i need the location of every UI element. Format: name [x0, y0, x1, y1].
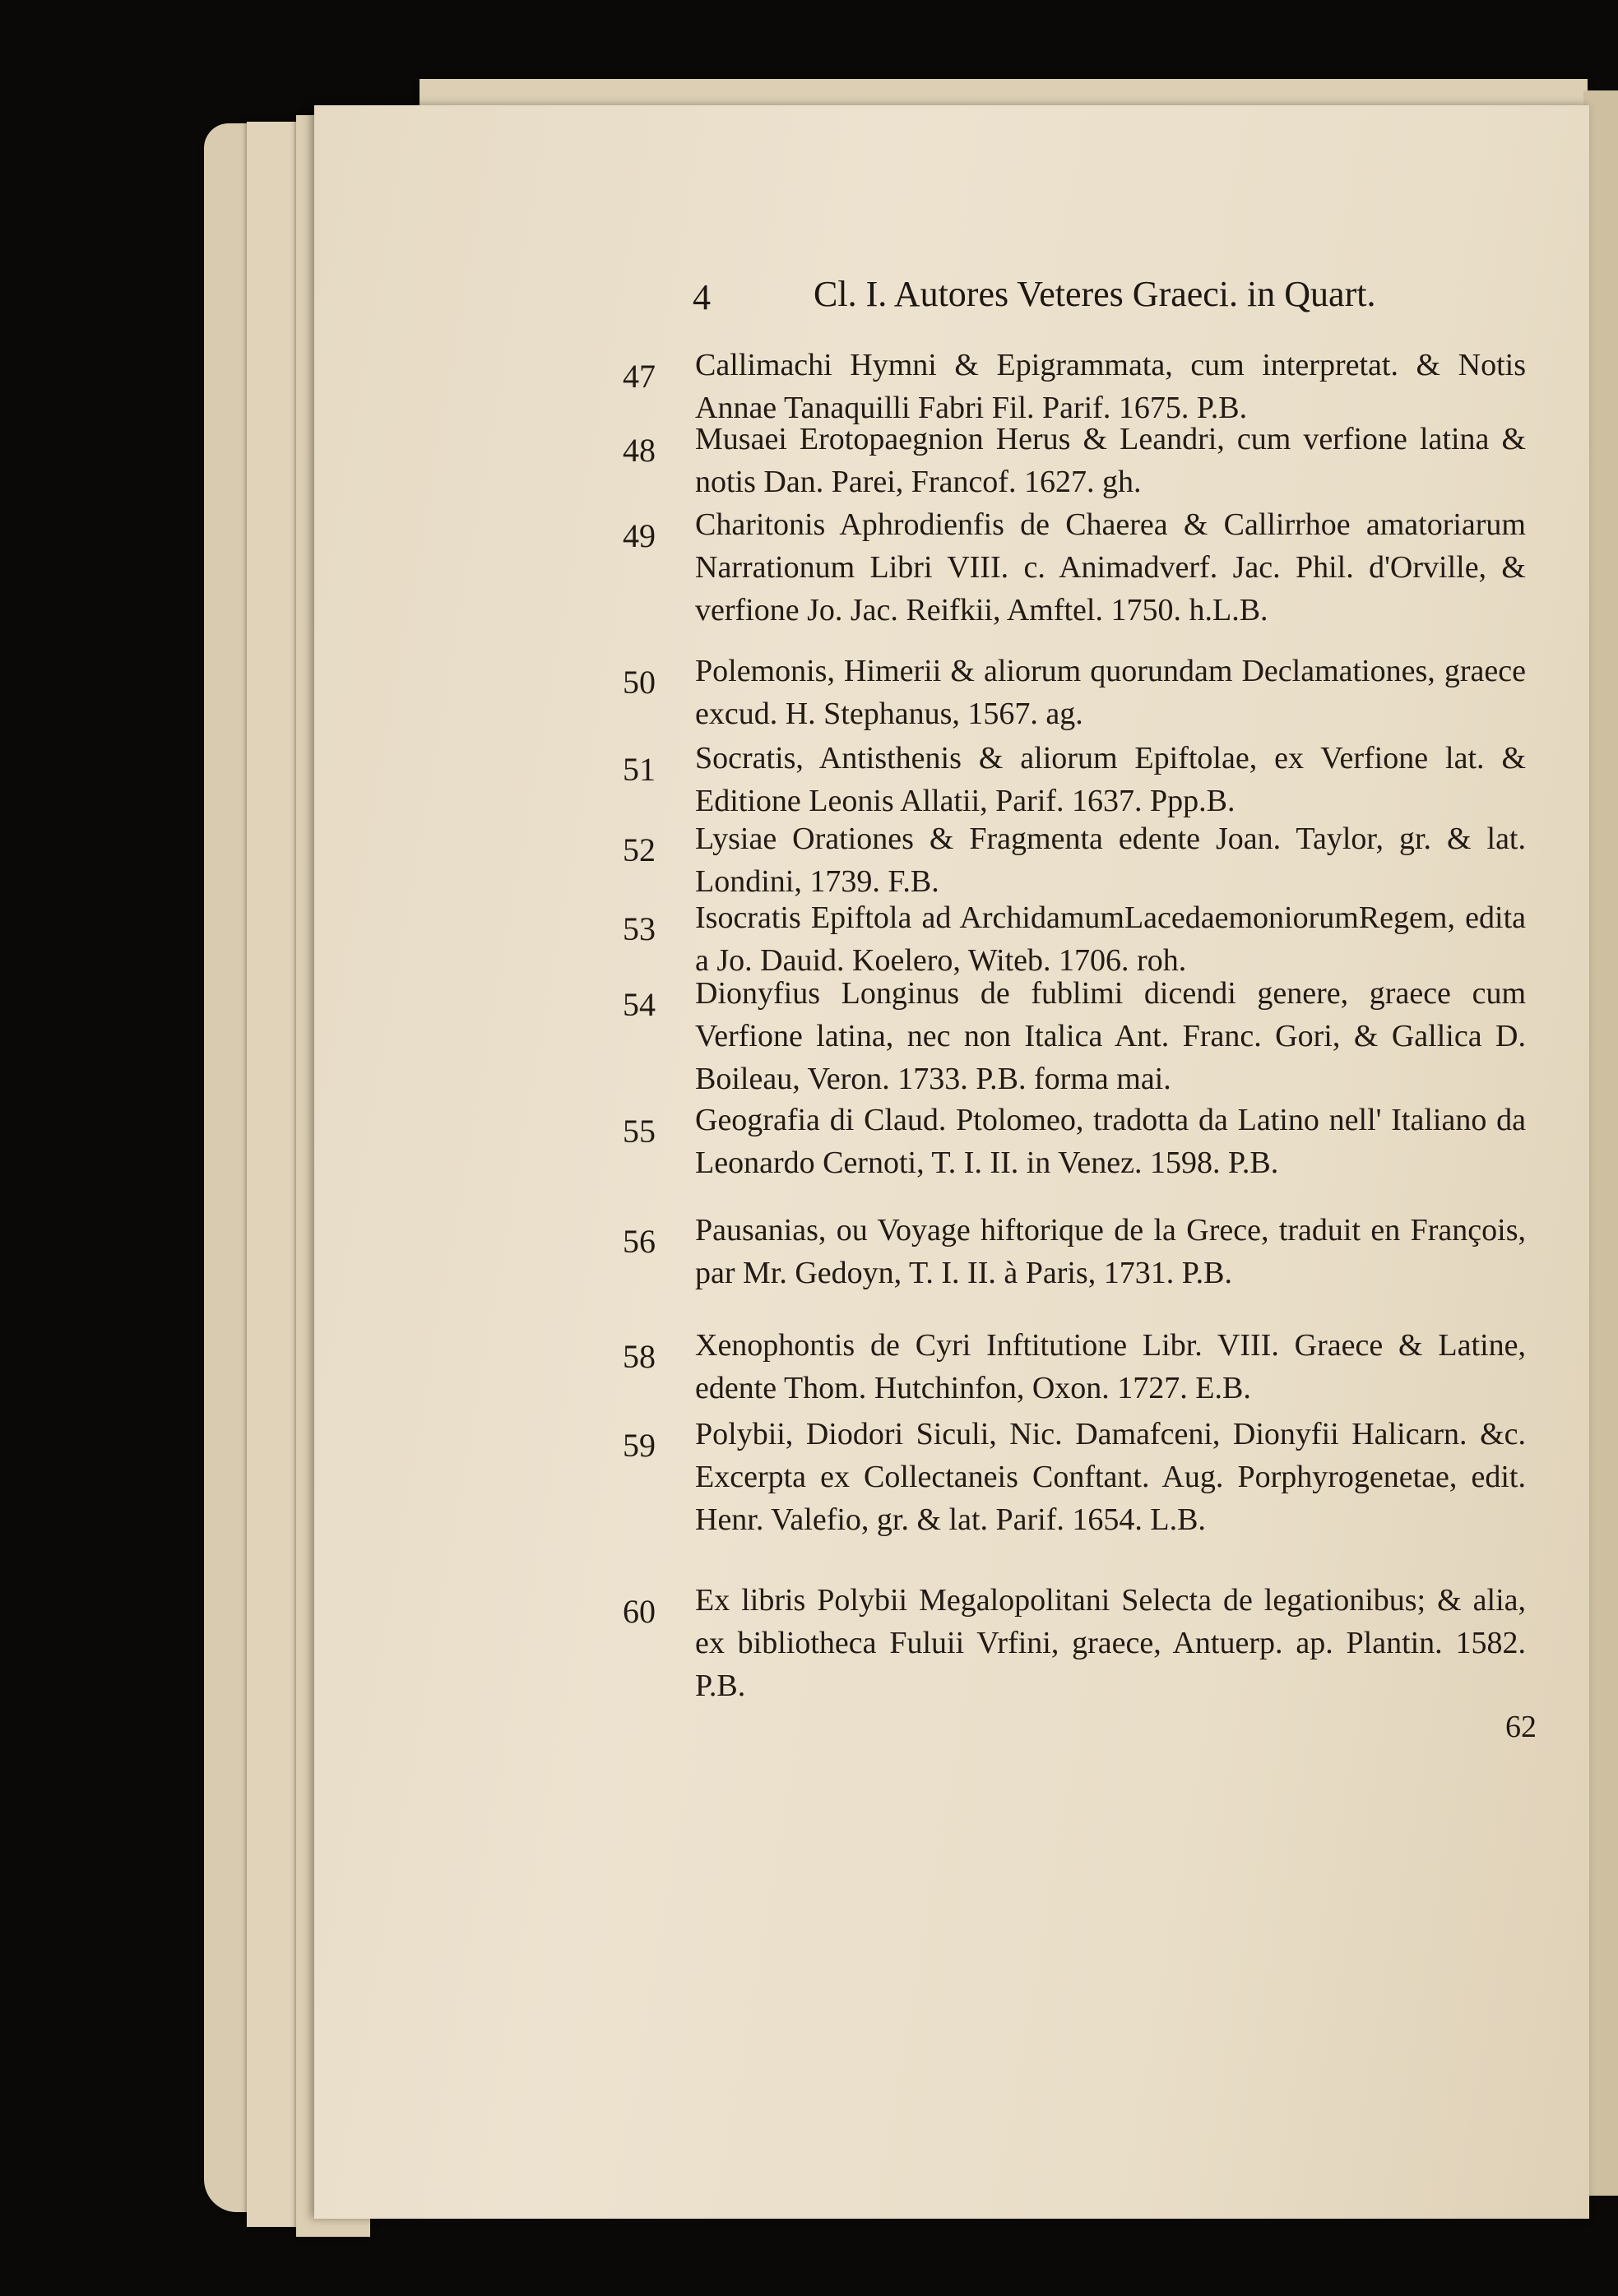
- entry-number: 53: [623, 910, 656, 947]
- entry-number: 55: [623, 1113, 656, 1150]
- entry-number: 50: [623, 664, 656, 701]
- catalog-entry: [623, 344, 1526, 429]
- catalog-entry: [623, 650, 1526, 735]
- entry-number: 58: [623, 1338, 656, 1375]
- entry-number: 56: [623, 1223, 656, 1260]
- entry-number: 47: [623, 358, 656, 395]
- entry-text: Lysiae Orationes & Fragmenta edente Joan. Taylor, gr. & lat. Londini, 1739. F.B.: [695, 822, 1526, 899]
- entry-text: Musaei Erotopaegnion Herus & Leandri, cum verfione latina & notis Dan. Parei, Francof. 1627. gh.: [695, 422, 1526, 499]
- catalog-entry: [623, 972, 1526, 1100]
- catalog-entry: [623, 1099, 1526, 1184]
- catalog-entry: [623, 1324, 1526, 1410]
- catalog-entry: [623, 503, 1526, 632]
- entry-text: Isocratis Epiftola ad ArchidamumLacedaemoniorumRegem, edita a Jo. Dauid. Koelero, Witeb. 1706. roh.: [695, 900, 1526, 978]
- entry-text: Polemonis, Himerii & aliorum quorundam Declamationes, graece excud. H. Stephanus, 1567. ag.: [695, 654, 1526, 731]
- entry-text: Callimachi Hymni & Epigrammata, cum interpretat. & Notis Annae Tanaquilli Fabri Fil. Parif. 1675. P.B.: [695, 348, 1526, 425]
- entry-text: Xenophontis de Cyri Inftitutione Libr. VIII. Graece & Latine, edente Thom. Hutchinfon, Oxon. 1727. E.B.: [695, 1328, 1526, 1405]
- catalog-entry: [623, 737, 1526, 822]
- catalog-entry: [623, 817, 1526, 903]
- entry-text: Charitonis Aphrodienfis de Chaerea & Callirrhoe amatoriarum Narrationum Libri VIII. c. Animadverf. Jac. Phil. d'Orville, & verfione Jo. Jac. Reifkii, Amftel. 1750. h.L.B.: [695, 507, 1526, 627]
- entry-number: 54: [623, 986, 656, 1023]
- entry-text: Pausanias, ou Voyage hiftorique de la Grece, traduit en François, par Mr. Gedoyn, T. I. II. à Paris, 1731. P.B.: [695, 1213, 1526, 1290]
- entry-text: Dionyfius Longinus de fublimi dicendi genere, graece cum Verfione latina, nec non Italica Ant. Franc. Gori, & Gallica D. Boileau, Veron. 1733. P.B. forma mai.: [695, 976, 1526, 1096]
- entry-text: Geografia di Claud. Ptolomeo, tradotta da Latino nell' Italiano da Leonardo Cernoti, T. I. II. in Venez. 1598. P.B.: [695, 1103, 1526, 1180]
- catalog-entry: [623, 896, 1526, 982]
- catalog-entry: [623, 418, 1526, 503]
- entry-number: 59: [623, 1427, 656, 1464]
- catalog-entry: [623, 1579, 1526, 1707]
- catalog-entry: [623, 1413, 1526, 1541]
- page-title: Cl. I. Autores Veteres Graeci. in Quart.: [814, 274, 1376, 314]
- page-number: 4: [693, 277, 711, 317]
- entry-number: 51: [623, 751, 656, 788]
- entry-number: 49: [623, 517, 656, 554]
- entry-number: 52: [623, 831, 656, 868]
- entry-text: Polybii, Diodori Siculi, Nic. Damafceni, Dionyfii Halicarn. &c. Excerpta ex Collectaneis Conftant. Aug. Porphyrogenetae, edit. Henr. Valefio, gr. & lat. Parif. 1654. L.B.: [695, 1417, 1526, 1537]
- entry-text: Socratis, Antisthenis & aliorum Epiftolae, ex Verfione lat. & Editione Leonis Allatii, Parif. 1637. Ppp.B.: [695, 741, 1526, 818]
- entry-number: 60: [623, 1593, 656, 1630]
- entry-text: Ex libris Polybii Megalopolitani Selecta de legationibus; & alia, ex bibliotheca Fuluii Vrfini, graece, Antuerp. ap. Plantin. 1582. P.B.: [695, 1583, 1526, 1703]
- entry-number: 48: [623, 432, 656, 469]
- signature-mark: 62: [1505, 1710, 1537, 1744]
- catalog-entry: [623, 1209, 1526, 1294]
